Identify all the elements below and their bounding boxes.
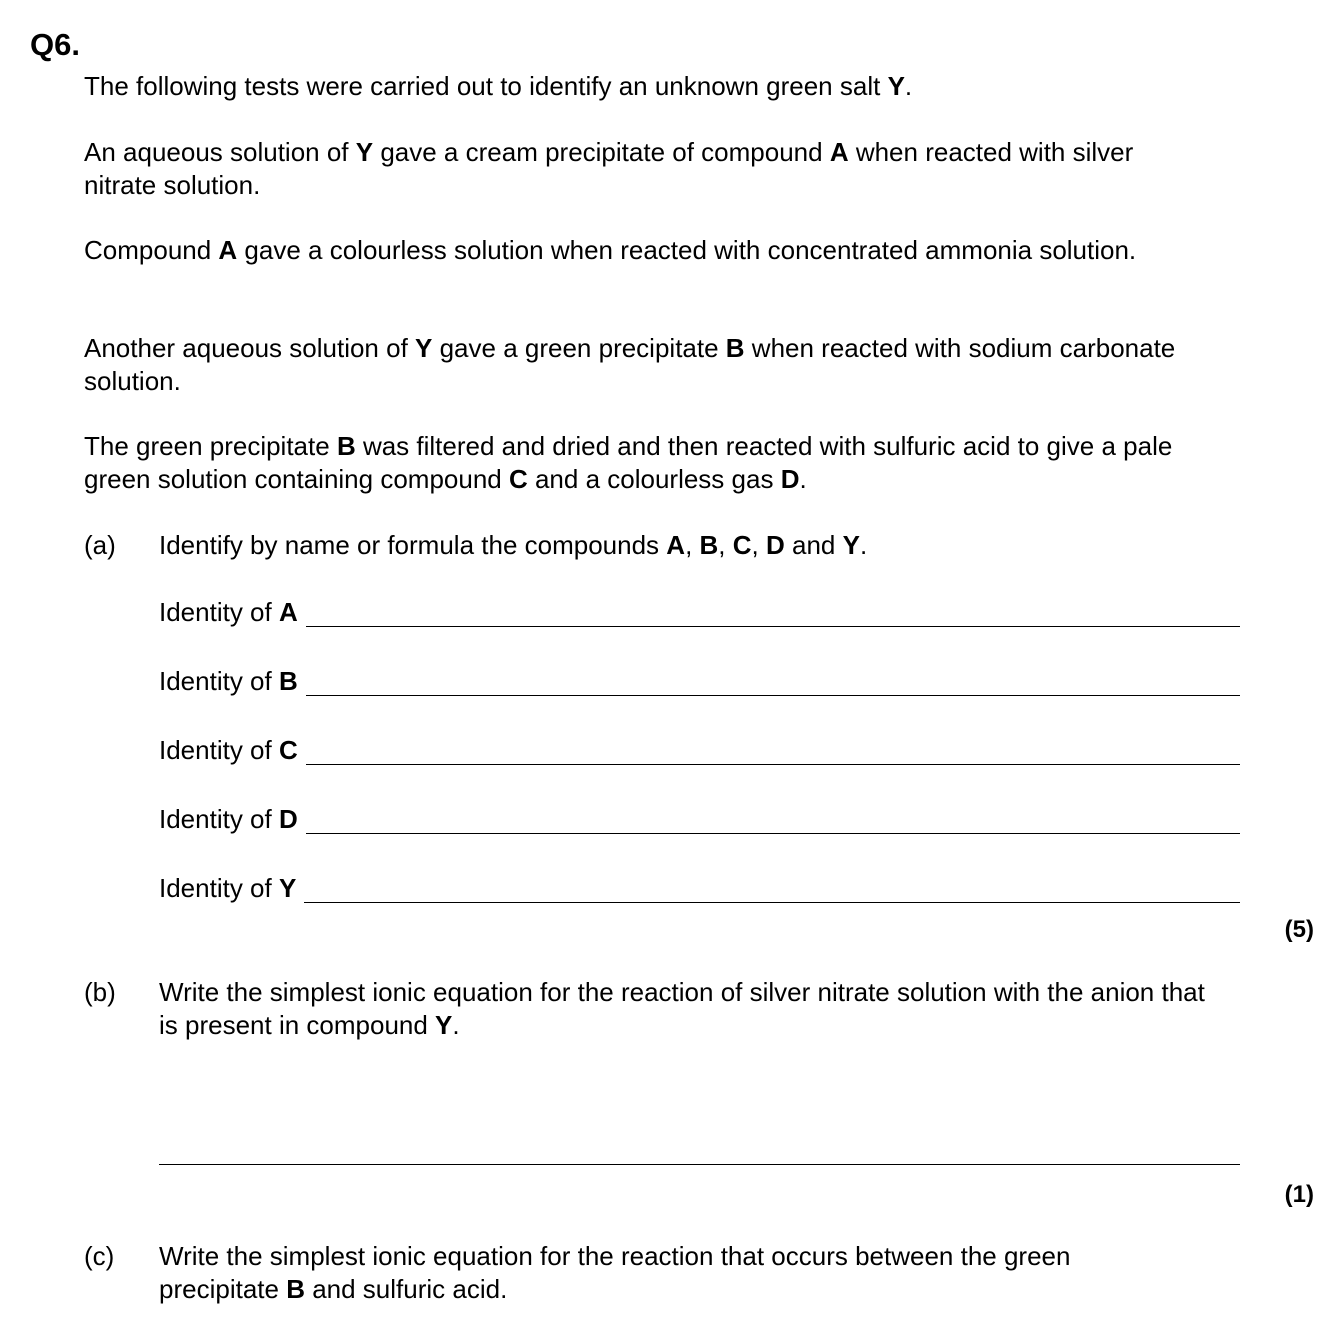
identity-row-b — [159, 660, 1240, 696]
intro-paragraph-3: Compound A gave a colourless solution when reacted with concentrated ammonia solution. — [84, 235, 1137, 265]
identity-row-y — [159, 867, 1240, 903]
intro-paragraph-2: An aqueous solution of Y gave a cream precipitate of compound A when reacted with silver nitrate solution. — [84, 137, 1134, 200]
answer-line-y[interactable] — [304, 878, 1240, 903]
part-c-question: Write the simplest ionic equation for the reaction that occurs between the green precipitate B and sulfuric acid. — [159, 1241, 1071, 1304]
part-a-label: (a) — [84, 530, 116, 560]
part-b-label: (b) — [84, 977, 116, 1007]
part-a-marks: (5) — [1284, 916, 1314, 943]
identity-row-a — [159, 591, 1240, 627]
identity-label: Identity of B — [159, 666, 298, 696]
answer-line-c[interactable] — [306, 740, 1240, 765]
part-a-question: Identify by name or formula the compounds A, B, C, D and Y. — [159, 530, 868, 560]
answer-line-b[interactable] — [306, 671, 1240, 696]
intro-paragraph-1: The following tests were carried out to identify an unknown green salt Y. — [84, 71, 913, 101]
intro-paragraph-5: The green precipitate B was filtered and dried and then reacted with sulfuric acid to give a pale green solution containing compound C and a colourless gas D. — [84, 431, 1173, 494]
part-b-marks: (1) — [1284, 1181, 1314, 1208]
intro-paragraph-4: Another aqueous solution of Y gave a green precipitate B when reacted with sodium carbonate solution. — [84, 333, 1176, 396]
answer-line-d[interactable] — [306, 809, 1240, 834]
part-c-label: (c) — [84, 1241, 115, 1271]
identity-label: Identity of Y — [159, 873, 297, 903]
question-number: Q6. — [30, 27, 80, 62]
identity-row-c — [159, 729, 1240, 765]
identity-label: Identity of C — [159, 735, 298, 765]
part-b-question: Write the simplest ionic equation for the reaction of silver nitrate solution with the anion that is present in compound Y. — [159, 977, 1205, 1040]
answer-line-a[interactable] — [306, 602, 1240, 627]
part-b-answer-line[interactable] — [159, 1164, 1240, 1165]
identity-label: Identity of A — [159, 597, 298, 627]
identity-row-d — [159, 798, 1240, 834]
identity-label: Identity of D — [159, 804, 298, 834]
